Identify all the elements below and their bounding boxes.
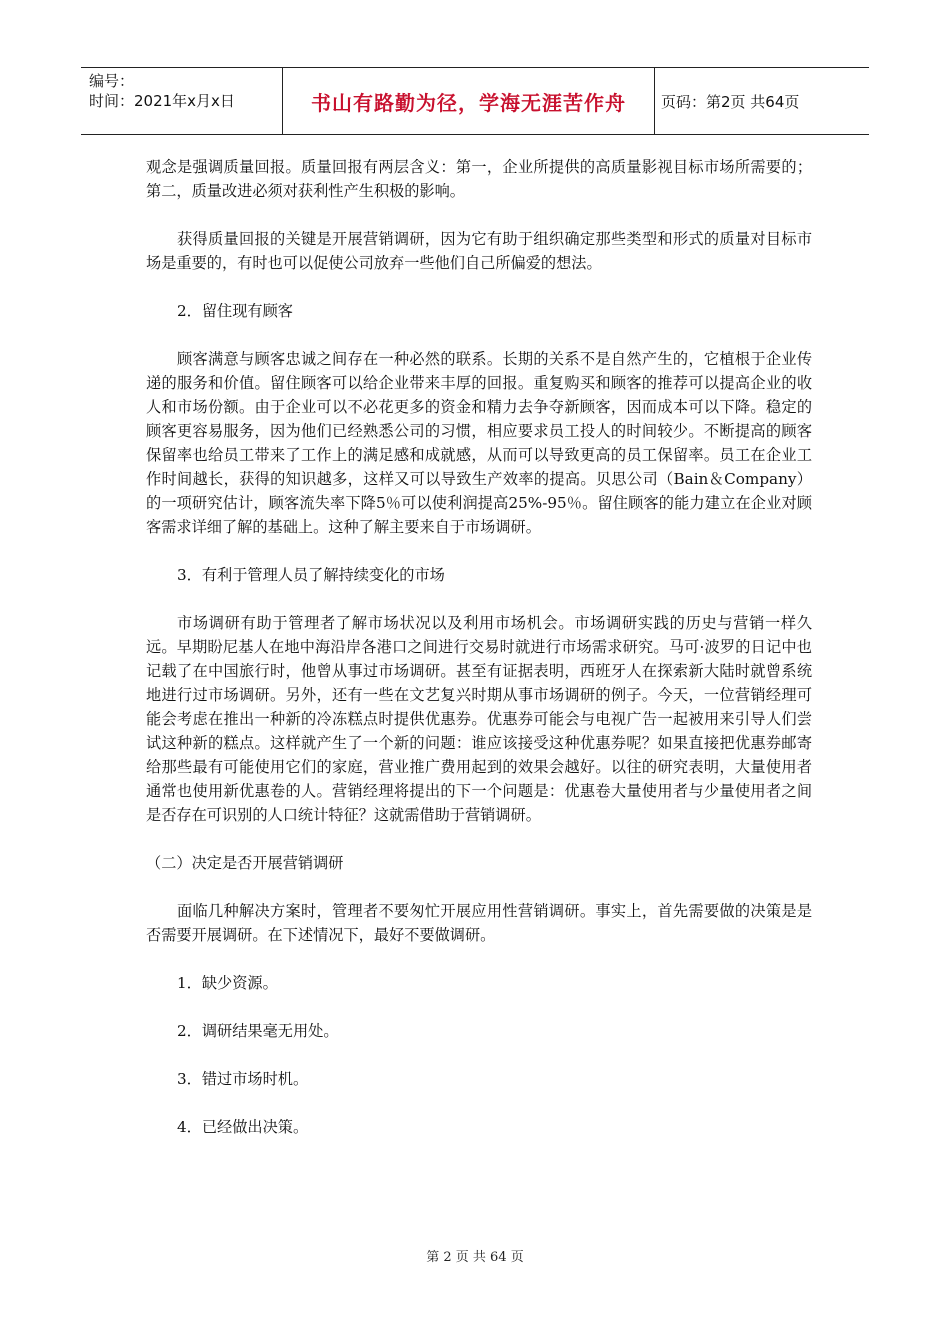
date-line: 时间：2021年x月x日 <box>89 92 235 110</box>
heading-changing-market: 3．有利于管理人员了解持续变化的市场 <box>177 566 445 584</box>
page-footer <box>0 1246 950 1265</box>
list-item: 2．调研结果毫无用处。 <box>177 1022 339 1040</box>
page-header <box>81 67 869 135</box>
header-motto: 书山有路勤为径，学海无涯苦作舟 <box>283 68 655 134</box>
header-meta <box>81 68 283 134</box>
document-body <box>146 155 812 1139</box>
list-item: 4．已经做出决策。 <box>177 1118 309 1136</box>
paragraph-3: 顾客满意与顾客忠诚之间存在一种必然的联系。长期的关系不是自然产生的，它植根于企业传递的服务和价值。留住顾客可以给企业带来丰厚的回报。重复购买和顾客的推荐可以提高企业的收人和市场份额。由于企业可以不必花更多的资金和精力去争夺新顾客，因而成本可以下降。稳定的顾客更容易服务，因为他们已经熟悉公司的习惯，相应要求员工投人的时间较少。不断提高的顾客保留率也给员工带来了工作上的满足感和成就感，从而可以导致更高的员工保留率。员工在企业工作时间越长，获得的知识越多，这样又可以导致生产效率的提高。贝思公司（Bain＆Company）的一项研究估计，顾客流失率下降5％可以使利润提高25%-95％。留住顾客的能力建立在企业对顾客需求详细了解的基础上。这种了解主要来自于市场调研。 <box>146 350 812 536</box>
serial-label: 编号： <box>89 72 135 90</box>
paragraph-1: 观念是强调质量回报。质量回报有两层含义：第一，企业所提供的高质量影视目标市场所需要的；第二，质量改进必须对获利性产生积极的影响。 <box>146 158 812 200</box>
footer-page-number: 第 2 页 共 64 页 <box>426 1250 524 1265</box>
heading-retain-customers: 2．留住现有顾客 <box>177 302 293 320</box>
section-heading-decide-research: （二）决定是否开展营销调研 <box>146 854 344 872</box>
list-item: 3．错过市场时机。 <box>177 1070 309 1088</box>
paragraph-4: 市场调研有助于管理者了解市场状况以及利用市场机会。市场调研实践的历史与营销一样久远。早期盼尼基人在地中海沿岸各港口之间进行交易时就进行市场需求研究。马可·波罗的日记中也记载了在中国旅行时，他曾从事过市场调研。甚至有证据表明，西班牙人在探索新大陆时就曾系统地进行过市场调研。另外，还有一些在文艺复兴时期从事市场调研的例子。今天，一位营销经理可能会考虑在推出一种新的冷冻糕点时提供优惠券。优惠券可能会与电视广告一起被用来引导人们尝试这种新的糕点。这样就产生了一个新的问题：谁应该接受这种优惠券呢？如果直接把优惠券邮寄给那些最有可能使用它们的家庭，营业推广费用起到的效果会越好。以往的研究表明，大量使用者通常也使用新优惠卷的人。营销经理将提出的下一个问题是：优惠卷大量使用者与少量使用者之间是否存在可识别的人口统计特征？这就需借助于营销调研。 <box>146 614 812 824</box>
paragraph-2: 获得质量回报的关键是开展营销调研，因为它有助于组织确定那些类型和形式的质量对目标市场是重要的，有时也可以促使公司放弃一些他们自己所偏爱的想法。 <box>146 230 812 272</box>
paragraph-5: 面临几种解决方案时，管理者不要匆忙开展应用性营销调研。事实上，首先需要做的决策是是否需要开展调研。在下述情况下，最好不要做调研。 <box>146 902 812 944</box>
list-item: 1．缺少资源。 <box>177 974 278 992</box>
header-page-info: 页码：第2页 共64页 <box>661 92 800 111</box>
